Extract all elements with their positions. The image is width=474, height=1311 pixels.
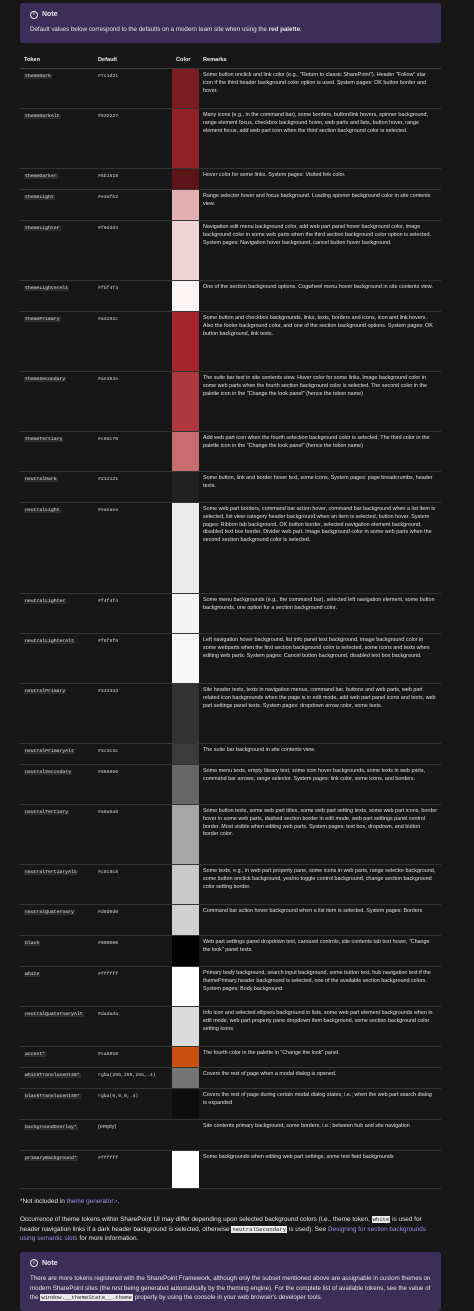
color-cell [172, 472, 199, 503]
remarks-cell: Site header texts, texts in navigation menus, command bar, buttons and web parts, web part related icon backgrounds when the page is in edit mode, add web part panel icons and texts, web part settings panel texts. System pages: dropdown arrow color, some texts. [199, 684, 441, 744]
footnote: *Not included in theme generator↗. [20, 1198, 120, 1206]
color-cell [172, 634, 199, 684]
table-row [20, 312, 441, 372]
color-cell [172, 221, 199, 281]
default-value: #ffffff [98, 1156, 119, 1162]
default-value: #c86c70 [98, 437, 119, 443]
color-cell [172, 1068, 199, 1089]
token-name: neutralLighterAlt [25, 639, 74, 645]
token-cell [20, 109, 94, 169]
note-header [30, 10, 431, 19]
color-cell [172, 765, 199, 805]
default-value: #e3afb2 [98, 195, 119, 201]
remarks-cell: Navigation edit menu background color, add web part panel hover background color, image background color in some web parts when the third section background color option is selected. System pages: Navigation hover background, cancel button hover background. [199, 221, 441, 281]
default-cell [94, 1151, 172, 1189]
token-name: themeLighterAlt [25, 286, 69, 292]
default-value: (empty) [98, 1124, 117, 1131]
default-cell [94, 1007, 172, 1047]
default-cell [94, 372, 172, 432]
default-cell [94, 936, 172, 967]
default-cell [94, 109, 172, 169]
default-value: rgba(0,0,0,.4) [98, 1094, 139, 1100]
token-cell [20, 684, 94, 744]
token-name: themeDarker [25, 174, 57, 180]
color-swatch [172, 109, 199, 168]
color-cell [172, 69, 199, 109]
designing-sections-link[interactable]: Designing for section backgrounds using semantic slots [20, 1225, 427, 1243]
table-row [20, 190, 441, 221]
table-row [20, 432, 441, 472]
token-name: neutralTertiaryAlt [25, 870, 77, 876]
color-swatch [172, 372, 199, 431]
color-swatch [172, 221, 199, 280]
remarks-cell: Covers the rest of page during certain modal dialog states, i.e.; when the web part search dialog is expanded [199, 1089, 441, 1120]
color-cell [172, 281, 199, 312]
default-cell [94, 1120, 172, 1151]
table-row [20, 1120, 441, 1151]
default-cell [94, 594, 172, 634]
table-row [20, 1068, 441, 1089]
color-cell [172, 865, 199, 905]
token-cell [20, 1151, 94, 1189]
token-cell [20, 905, 94, 936]
remarks-cell: Some button and checkbox backgrounds, links, texts, borders and icons, icon and link hovers. Also the footer background color, and one of the section background options. System pages: OK button background, link texts. [199, 312, 441, 372]
code-neutral-secondary: neutralSecondary [232, 1225, 287, 1233]
remarks-cell: Some texts, e.g., in web part property pane, some icons in web parts, range selector background, some button onclick background, yes/no toggle control background, change section background color setting border. [199, 865, 441, 905]
table-row [20, 865, 441, 905]
default-cell [94, 432, 172, 472]
token-cell [20, 281, 94, 312]
default-value: #666666 [98, 770, 119, 776]
token-name: accent* [25, 1052, 46, 1058]
token-name: themeDarkAlt [25, 114, 60, 120]
default-cell [94, 765, 172, 805]
default-cell [94, 805, 172, 865]
remarks-cell: The fourth color in the palette in "Change the look" panel. [199, 1047, 441, 1068]
token-cell [20, 1007, 94, 1047]
remarks-cell: Some web part borders, command bar action hover, command bar background when a list item is selected, list view category header background when an item is selected, button hover. System pages: Ribbon tab background, OK button border, selected navigation element background, disabled text box border. Divider web part. Image background color in some web parts when the second section background color is selected. [199, 503, 441, 594]
default-cell [94, 472, 172, 503]
default-value: #dadada [98, 1012, 119, 1018]
remarks-cell: Primary body background, search input background, some button text, hub navigation text if the themePrimary header background is selected, one of the available section background colors. System pages: Body background [199, 967, 441, 1007]
table-header-row [20, 53, 441, 69]
token-cell [20, 1089, 94, 1120]
default-value: #c8c8c8 [98, 870, 119, 876]
table-row [20, 472, 441, 503]
token-cell [20, 312, 94, 372]
table-row [20, 765, 441, 805]
remarks-cell: Hover color for some links. System pages: Visited link color. [199, 169, 441, 190]
table-row [20, 169, 441, 190]
token-cell [20, 936, 94, 967]
token-name: themePrimary [25, 317, 60, 323]
default-value: #333333 [98, 689, 119, 695]
default-cell [94, 1089, 172, 1120]
default-cell [94, 967, 172, 1007]
color-cell [172, 1151, 199, 1189]
token-cell [20, 865, 94, 905]
code-theme-state: window.__themeState__.theme [41, 1294, 132, 1302]
table-row [20, 1089, 441, 1120]
note-bold-text: red palette [268, 26, 301, 34]
token-name: neutralTertiary [25, 810, 69, 816]
table-row [20, 905, 441, 936]
info-icon: i [30, 11, 38, 19]
color-cell [172, 312, 199, 372]
table-row [20, 1151, 441, 1189]
remarks-cell: The suite bar background in site contents view. [199, 744, 441, 765]
default-value: #ca5010 [98, 1052, 119, 1058]
remarks-cell: Web part settings panel dropdown text, carousel controls, site contents tab text hover, "Change the look" panel texts. [199, 936, 441, 967]
token-cell [20, 169, 94, 190]
table-row [20, 684, 441, 744]
default-cell [94, 634, 172, 684]
color-swatch [172, 1047, 199, 1067]
remarks-cell: Some menu backgrounds (e.g., the command bar), selected left navigation element, some button backgrounds, one option for a section background color. [199, 594, 441, 634]
color-cell [172, 503, 199, 594]
token-name: neutralQuaternaryAlt [25, 1012, 83, 1018]
token-name: themeLighter [25, 226, 60, 232]
default-value: #3c3c3c [98, 749, 119, 755]
table-row [20, 281, 441, 312]
token-name: backgroundOverlay* [25, 1125, 77, 1131]
default-value: #f8f8f8 [98, 639, 119, 645]
default-value: #ae383e [98, 377, 119, 383]
color-cell [172, 169, 199, 190]
token-cell [20, 472, 94, 503]
color-cell [172, 744, 199, 765]
color-cell [172, 594, 199, 634]
remarks-cell: The suite bar text in site contents view. Hover color for some links. Image background color in some web parts when the fourth section background color is selected. The second color in the palette icon in the "Change the look panel" (hence the token name) [199, 372, 441, 432]
token-cell [20, 744, 94, 765]
remarks-cell: Range selector hover and focus background. Loading spinner background color in site contents view. [199, 190, 441, 221]
token-cell [20, 1068, 94, 1089]
token-name: black [25, 941, 40, 947]
occurrence-paragraph: Occurrence of theme tokens within SharePoint UI may differ depending upon selected background colors (i.e., theme token, white is used for header navigation links if a dark header background is selected, otherwise neutralSecondary is used). See Designing for section backgrounds using semantic slots for more information. [20, 1215, 427, 1243]
token-name: themeTertiary [25, 437, 63, 443]
default-cell [94, 312, 172, 372]
default-value: #7c1d21 [98, 74, 119, 80]
remarks-cell: One of the section background options. Cogwheel menu hover background in site contents view. [199, 281, 441, 312]
table-row [20, 936, 441, 967]
token-name: neutralLighter [25, 599, 66, 605]
color-swatch [172, 69, 199, 108]
token-name: neutralDark [25, 477, 57, 483]
color-cell [172, 109, 199, 169]
token-name: white [25, 972, 40, 978]
token-cell [20, 372, 94, 432]
token-name: neutralLight [25, 508, 60, 514]
remarks-cell: Add web part icon when the fourth selection background color is selected. The third color in the palette icon in the "Change the look panel" (hence the token name) [199, 432, 441, 472]
remarks-cell: Some backgrounds when editing web part settings, some text field backgrounds [199, 1151, 441, 1189]
color-swatch [172, 432, 199, 471]
token-cell [20, 503, 94, 594]
default-cell [94, 169, 172, 190]
default-cell [94, 1068, 172, 1089]
color-swatch [172, 1068, 199, 1088]
note-title-2: Note [42, 1259, 58, 1267]
color-swatch [172, 472, 199, 502]
table-row [20, 1047, 441, 1068]
color-cell [172, 967, 199, 1007]
color-swatch [172, 169, 199, 189]
header-token: Token [20, 53, 94, 69]
note-text: Default values below correspond to the defaults on a modern team site when using the red palette. [30, 26, 302, 34]
table-row [20, 69, 441, 109]
color-swatch [172, 905, 199, 935]
default-value: #fbf4f4 [98, 286, 119, 292]
color-swatch [172, 312, 199, 371]
remarks-cell: Some menu texts, empty library text, some icon hover backgrounds, some texts in web parts, command bar arrows, range selector. System pages: link color, some icons, and borders. [199, 765, 441, 805]
color-cell [172, 1120, 199, 1151]
default-cell [94, 281, 172, 312]
color-cell [172, 1007, 199, 1047]
table-row [20, 221, 441, 281]
header-color: Color [172, 53, 199, 69]
color-swatch [172, 936, 199, 966]
color-swatch [172, 1120, 199, 1150]
color-swatch [172, 281, 199, 311]
default-cell [94, 190, 172, 221]
color-cell [172, 190, 199, 221]
table-row [20, 634, 441, 684]
theme-generator-link[interactable]: theme generator [66, 1198, 114, 1206]
note-title: Note [42, 11, 58, 18]
default-value: #a4262c [98, 317, 119, 323]
default-value: #932227 [98, 114, 119, 120]
token-name: themeSecondary [25, 377, 66, 383]
token-cell [20, 432, 94, 472]
external-link-icon: ↗ [113, 1199, 118, 1206]
token-cell [20, 634, 94, 684]
token-cell [20, 594, 94, 634]
color-cell [172, 372, 199, 432]
default-value: rgba(255,255,255,.4) [98, 1073, 156, 1079]
table-row [20, 1007, 441, 1047]
theme-tokens-table [20, 53, 441, 1190]
default-cell [94, 684, 172, 744]
token-name: themeLight [25, 195, 54, 201]
token-name: primaryBackground* [25, 1156, 77, 1162]
color-cell [172, 936, 199, 967]
color-swatch [172, 594, 199, 633]
token-cell [20, 1047, 94, 1068]
default-cell [94, 865, 172, 905]
remarks-cell: Info icon and selected ellipses background in lists, some web part element backgrounds when in edit mode, web part property pane dropdown item background, some section background color setting icons. [199, 1007, 441, 1047]
token-cell [20, 765, 94, 805]
remarks-cell: Site contents primary background, some borders, i.e.; between hub and site navigation [199, 1120, 441, 1151]
color-cell [172, 432, 199, 472]
color-swatch [172, 967, 199, 1006]
token-name: whiteTranslucent40* [25, 1073, 80, 1079]
color-cell [172, 684, 199, 744]
token-name: blackTranslucent40* [25, 1094, 80, 1100]
color-cell [172, 905, 199, 936]
note-callout-2 [20, 1252, 441, 1311]
color-swatch [172, 865, 199, 904]
color-swatch [172, 765, 199, 804]
remarks-cell: Command bar action hover background when a list item is selected. System pages: Borders [199, 905, 441, 936]
remarks-cell: Some button, link and border hover text, some icons. System pages: page breadcrumbs, header texts. [199, 472, 441, 503]
table-row [20, 744, 441, 765]
table-row [20, 967, 441, 1007]
default-cell [94, 744, 172, 765]
default-cell [94, 503, 172, 594]
note-callout [20, 3, 441, 43]
default-value: #f0d3d4 [98, 226, 119, 232]
token-name: neutralQuaternary [25, 910, 74, 916]
color-swatch [172, 684, 199, 743]
table-row [20, 503, 441, 594]
default-value: #a6a6a6 [98, 810, 119, 816]
token-cell [20, 967, 94, 1007]
color-cell [172, 1047, 199, 1068]
table-row [20, 805, 441, 865]
note-header-2 [30, 1259, 431, 1268]
color-swatch [172, 1089, 199, 1119]
default-value: #f4f4f4 [98, 599, 119, 605]
color-cell [172, 805, 199, 865]
color-swatch [172, 503, 199, 593]
table-row [20, 372, 441, 432]
token-cell [20, 221, 94, 281]
header-remarks: Remarks [199, 53, 441, 69]
token-cell [20, 1120, 94, 1151]
color-swatch [172, 744, 199, 764]
color-swatch [172, 805, 199, 864]
token-name: themeDark [25, 74, 51, 80]
token-name: neutralSecondary [25, 770, 72, 776]
default-cell [94, 69, 172, 109]
token-cell [20, 69, 94, 109]
remarks-cell: Left navigation hover background, list info panel text background, image background color in some webparts when the first section background color is selected, some icons and texts when editing web parts. System pages: Cancel button background, disabled text box background. [199, 634, 441, 684]
default-value: #000000 [98, 941, 119, 947]
token-name: neutralPrimary [25, 689, 66, 695]
info-icon: i [30, 1259, 38, 1267]
color-cell [172, 1089, 199, 1120]
default-value: #eaeaea [98, 508, 119, 514]
default-value: #ffffff [98, 972, 119, 978]
color-swatch [172, 190, 199, 220]
default-value: #5b1519 [98, 174, 119, 180]
color-swatch [172, 1151, 199, 1188]
default-cell [94, 1047, 172, 1068]
token-name: neutralPrimaryAlt [25, 749, 74, 755]
code-white: white [372, 1215, 390, 1223]
token-cell [20, 190, 94, 221]
header-default: Default [94, 53, 172, 69]
color-swatch [172, 634, 199, 683]
token-cell [20, 805, 94, 865]
color-swatch [172, 1007, 199, 1046]
default-value: #212121 [98, 477, 119, 483]
table-row [20, 594, 441, 634]
default-cell [94, 221, 172, 281]
remarks-cell: Some button onclick and link color (e.g., "Return to classic SharePoint"). Header "Follow" star icon if the third header background color option is used. System pages: OK button border and hover. [199, 69, 441, 109]
remarks-cell: Many icons (e.g., in the command bar), some borders, button/link hovers, spinner background, range element focus, checkbox background hover, web parts and lists, button hover, range element focus, add web part icon when the third section background color is selected. [199, 109, 441, 169]
table-row [20, 109, 441, 169]
remarks-cell: Covers the rest of page when a modal dialog is opened. [199, 1068, 441, 1089]
note-text-2: There are more tokens registered with the SharePoint Framework, although only the subset mentioned above are assignable in custom themes on modern SharePoint sites (the rest being generated automatically by the theming engine). For the complete list of available tokens, see the value of the window.__themeState__.theme property by using the console in your web browser's developer tools. [30, 1275, 431, 1302]
default-value: #d0d0d0 [98, 910, 119, 916]
remarks-cell: Some button texts, some web part titles, some web part setting texts, some web part icons, border hover in some web parts, dashed section border in edit mode, web part settings panel control border. Most visible when editing web parts. System pages: text box, dropdown, and button border color. [199, 805, 441, 865]
default-cell [94, 905, 172, 936]
footer-text [20, 1197, 441, 1243]
